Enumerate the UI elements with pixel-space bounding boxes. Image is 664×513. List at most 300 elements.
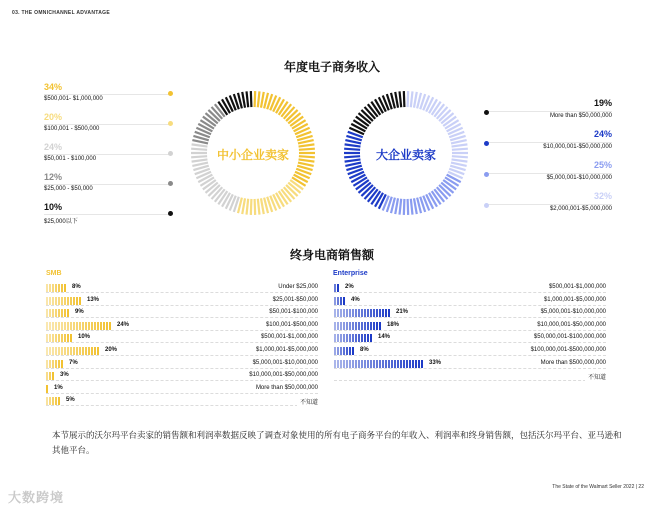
enterprise-bar-stripe <box>349 360 351 368</box>
smb-bar-stripe <box>52 322 54 330</box>
enterprise-donut-tick <box>411 199 413 215</box>
smb-bar-track <box>46 405 318 406</box>
enterprise-donut-tick <box>395 92 398 108</box>
watermark-logo <box>8 487 64 506</box>
enterprise-bar-stripe <box>352 360 354 368</box>
enterprise-bar-pct: 18% <box>387 321 400 328</box>
smb-donut-tick <box>192 163 208 166</box>
smb-bar-row <box>46 334 318 344</box>
enterprise-donut-tick <box>400 199 402 215</box>
smb-bar-stripe <box>79 297 81 305</box>
enterprise-donut-tick <box>414 198 417 214</box>
enterprise-bar-row <box>334 297 606 307</box>
smb-legend-range: $500,001- $1,000,000 <box>44 96 103 102</box>
enterprise-bar-track <box>334 368 606 369</box>
smb-bar-pct: 7% <box>69 359 78 366</box>
smb-bar-stripe <box>64 297 66 305</box>
smb-bar-stripe <box>55 284 57 292</box>
enterprise-legend-pct: 19% <box>593 98 612 108</box>
smb-bar-stripe <box>46 334 48 342</box>
smb-bar-stripe <box>49 397 51 405</box>
enterprise-bar-pct: 33% <box>429 359 442 366</box>
smb-bar-stripe <box>46 372 48 380</box>
enterprise-bar-row <box>334 347 606 357</box>
enterprise-bar-stripe <box>355 334 357 342</box>
smb-bar-stripe <box>55 297 57 305</box>
enterprise-donut-tick <box>411 91 413 107</box>
smb-bar-stripe <box>91 322 93 330</box>
smb-bar-stripe <box>58 322 60 330</box>
enterprise-bar-stripe <box>340 360 342 368</box>
smb-bar-track <box>46 380 318 381</box>
enterprise-bar-stripe <box>349 334 351 342</box>
enterprise-bar-stripe <box>340 309 342 317</box>
smb-bar-stripe <box>76 322 78 330</box>
smb-bar-stripe <box>64 334 66 342</box>
smb-bar-stripe <box>55 309 57 317</box>
enterprise-bar-stripe <box>415 360 417 368</box>
smb-bar-range: Under $25,000 <box>275 284 318 290</box>
enterprise-bar-stripe <box>364 322 366 330</box>
smb-legend-pct: 10% <box>44 202 63 212</box>
smb-bar-stripe <box>46 297 48 305</box>
smb-bar-stripe <box>58 284 60 292</box>
enterprise-bar-stripe <box>334 297 336 305</box>
enterprise-bar-track <box>334 380 606 381</box>
smb-bar-stripe <box>73 322 75 330</box>
smb-legend-pct: 34% <box>44 82 63 92</box>
smb-donut-tick <box>242 198 245 214</box>
smb-legend-line <box>44 154 170 155</box>
smb-bar-stripe <box>82 322 84 330</box>
enterprise-bar-stripe <box>367 334 369 342</box>
enterprise-legend-pct: 24% <box>593 129 612 139</box>
enterprise-bar-stripe <box>337 347 339 355</box>
smb-bar-pct: 5% <box>66 397 75 404</box>
smb-bar-stripe <box>49 322 51 330</box>
smb-bar-track <box>46 393 318 394</box>
enterprise-bar-stripe <box>367 360 369 368</box>
smb-bar-pct: 1% <box>54 384 63 391</box>
enterprise-legend-line <box>488 111 612 112</box>
section-label: 03. THE OMNICHANNEL ADVANTAGE <box>12 10 110 16</box>
enterprise-bar-track <box>334 355 606 356</box>
enterprise-bar-stripe <box>361 309 363 317</box>
enterprise-legend-line <box>488 204 612 205</box>
enterprise-donut-tick <box>404 91 405 107</box>
smb-legend-dot <box>168 211 173 216</box>
enterprise-bar-stripe <box>382 309 384 317</box>
smb-donut-tick <box>258 91 260 107</box>
smb-bar-stripe <box>64 284 66 292</box>
enterprise-bar-stripe <box>340 322 342 330</box>
enterprise-bar-stripe <box>376 322 378 330</box>
lifetime-title: 终身电商销售额 <box>289 248 374 262</box>
enterprise-donut-tick <box>451 140 467 143</box>
enterprise-bar-range: $50,000,001-$100,000,000 <box>531 334 606 340</box>
smb-bar-stripe <box>97 347 99 355</box>
enterprise-bar-stripe <box>364 334 366 342</box>
smb-legend-pct: 12% <box>44 172 63 182</box>
smb-bar-stripe <box>49 309 51 317</box>
smb-bar-track <box>46 292 318 293</box>
smb-bar-range: $10,000,001-$50,000,000 <box>246 372 318 378</box>
smb-bar-stripe <box>79 347 81 355</box>
enterprise-bar-stripe <box>373 322 375 330</box>
smb-bar-row <box>46 372 318 382</box>
enterprise-bar-stripe <box>391 360 393 368</box>
enterprise-bar-stripe <box>340 334 342 342</box>
smb-bar-pct: 8% <box>72 284 81 290</box>
smb-bar-stripe <box>70 347 72 355</box>
enterprise-legend-dot <box>484 110 489 115</box>
enterprise-bar-stripe <box>385 360 387 368</box>
enterprise-bar-stripe <box>334 334 336 342</box>
smb-bar-track <box>46 355 318 356</box>
smb-bar-stripe <box>61 284 63 292</box>
smb-bar-stripe <box>52 347 54 355</box>
enterprise-bar-stripe <box>343 309 345 317</box>
enterprise-donut-tick <box>345 163 361 166</box>
revenue-title: 年度电子商务收入 <box>283 60 380 74</box>
smb-bar-stripe <box>103 322 105 330</box>
enterprise-bar-range: More than $500,000,000 <box>538 360 606 366</box>
enterprise-bar-stripe <box>349 322 351 330</box>
smb-bar-stripe <box>46 385 48 393</box>
enterprise-bar-pct: 8% <box>360 347 369 353</box>
enterprise-bar-stripe <box>367 309 369 317</box>
smb-donut-tick <box>255 199 256 215</box>
enterprise-bar-stripe <box>346 309 348 317</box>
enterprise-bar-stripe <box>337 297 339 305</box>
enterprise-bar-stripe <box>355 309 357 317</box>
smb-bar-stripe <box>67 347 69 355</box>
smb-donut-tick <box>258 199 260 215</box>
smb-bar-stripe <box>61 309 63 317</box>
enterprise-legend-pct: 25% <box>593 160 612 170</box>
smb-bar-stripe <box>67 322 69 330</box>
enterprise-bar-stripe <box>358 334 360 342</box>
smb-donut-tick <box>247 91 249 107</box>
smb-donut-tick <box>251 91 252 107</box>
smb-label: SMB <box>46 270 62 277</box>
smb-bar-row <box>46 360 318 370</box>
smb-bar-stripe <box>52 397 54 405</box>
smb-legend-range: $100,001 - $500,000 <box>44 126 100 132</box>
enterprise-bar-stripe <box>406 360 408 368</box>
smb-bar-stripe <box>85 322 87 330</box>
smb-bar-stripe <box>67 334 69 342</box>
enterprise-bar-stripe <box>400 360 402 368</box>
smb-bar-track <box>46 342 318 343</box>
enterprise-bar-stripe <box>346 334 348 342</box>
smb-bar-row <box>46 322 318 332</box>
enterprise-bar-stripe <box>340 297 342 305</box>
enterprise-bar-stripe <box>370 334 372 342</box>
enterprise-bar-pct: 21% <box>396 309 409 316</box>
smb-bar-stripe <box>61 334 63 342</box>
enterprise-bar-stripe <box>358 309 360 317</box>
enterprise-bar-stripe <box>388 360 390 368</box>
enterprise-bar-stripe <box>352 347 354 355</box>
smb-bar-track <box>46 330 318 331</box>
smb-bar-stripe <box>46 347 48 355</box>
enterprise-bar-pct: 14% <box>378 334 391 341</box>
smb-bar-stripe <box>109 322 111 330</box>
smb-bar-stripe <box>58 309 60 317</box>
smb-bar-row <box>46 385 318 395</box>
smb-bar-track <box>46 368 318 369</box>
enterprise-bar-stripe <box>343 360 345 368</box>
smb-bar-row <box>46 397 318 407</box>
smb-bar-stripe <box>52 360 54 368</box>
page-footer: The State of the Walmart Seller 2022 | 22 <box>552 484 644 490</box>
enterprise-bar-stripe <box>397 360 399 368</box>
enterprise-label: Enterprise <box>333 270 368 277</box>
smb-bar-pct: 3% <box>60 372 69 379</box>
smb-legend-dot <box>168 181 173 186</box>
smb-bar-stripe <box>100 322 102 330</box>
smb-bar-stripe <box>76 347 78 355</box>
smb-donut-tick <box>192 140 208 143</box>
smb-legend-pct: 20% <box>44 112 63 122</box>
smb-bar-stripe <box>52 309 54 317</box>
body-paragraph: 本节展示的沃尔玛平台卖家的销售额和利润率数据反映了调查对象使用的所有电子商务平台的年收入、利润率和终身销售额，包括沃尔玛平台、亚马逊和其他平台。 <box>52 430 622 455</box>
smb-bar-stripe <box>52 284 54 292</box>
smb-legend-line <box>44 124 170 125</box>
enterprise-bar-stripe <box>337 334 339 342</box>
enterprise-donut-tick <box>451 163 467 166</box>
smb-bar-stripe <box>67 309 69 317</box>
enterprise-bar-stripe <box>343 297 345 305</box>
enterprise-bar-stripe <box>334 322 336 330</box>
enterprise-bar-range: 不知道 <box>585 372 606 381</box>
enterprise-bar-range: $1,000,001-$5,000,000 <box>541 297 606 303</box>
enterprise-bar-stripe <box>394 360 396 368</box>
enterprise-bar-row <box>334 372 606 382</box>
enterprise-bar-stripe <box>352 309 354 317</box>
enterprise-bar-stripe <box>409 360 411 368</box>
enterprise-bar-stripe <box>355 360 357 368</box>
enterprise-legend-range: More than $50,000,000 <box>549 113 612 119</box>
smb-donut-tick <box>247 199 249 215</box>
smb-bar-range: $5,000,001-$10,000,000 <box>250 360 318 366</box>
enterprise-bar-range: $10,000,001-$50,000,000 <box>534 322 606 328</box>
enterprise-bar-stripe <box>337 309 339 317</box>
smb-bar-stripe <box>55 347 57 355</box>
enterprise-bar-stripe <box>337 284 339 292</box>
enterprise-bar-row <box>334 360 606 370</box>
smb-bar-stripe <box>70 297 72 305</box>
smb-legend-pct: 24% <box>44 142 63 152</box>
enterprise-bar-stripe <box>340 347 342 355</box>
enterprise-bar-stripe <box>352 322 354 330</box>
smb-legend-range: $25,000以下 <box>44 219 78 225</box>
smb-legend-line <box>44 94 170 95</box>
smb-bar-stripe <box>49 347 51 355</box>
smb-bar-stripe <box>94 322 96 330</box>
enterprise-bar-stripe <box>343 347 345 355</box>
enterprise-bar-stripe <box>370 360 372 368</box>
smb-bar-stripe <box>55 397 57 405</box>
smb-bar-stripe <box>106 322 108 330</box>
smb-bar-pct: 13% <box>87 296 100 303</box>
enterprise-bar-stripe <box>385 309 387 317</box>
enterprise-donut-tick <box>414 92 417 108</box>
smb-bar-stripe <box>70 322 72 330</box>
smb-bar-stripe <box>49 284 51 292</box>
smb-bar-stripe <box>61 322 63 330</box>
smb-bar-stripe <box>82 347 84 355</box>
smb-bar-stripe <box>73 297 75 305</box>
smb-donut-tick <box>251 199 252 215</box>
enterprise-bar-stripe <box>382 360 384 368</box>
smb-bar-stripe <box>55 334 57 342</box>
enterprise-bar-stripe <box>352 334 354 342</box>
smb-bar-range: $500,001-$1,000,000 <box>258 334 318 340</box>
smb-donut-label: 中小企业卖家 <box>216 148 289 162</box>
enterprise-legend-line <box>488 142 612 143</box>
smb-bar-stripe <box>97 322 99 330</box>
enterprise-bar-stripe <box>358 322 360 330</box>
watermark-text: 大数跨境 <box>8 490 65 505</box>
enterprise-legend-range: $5,000,001-$10,000,000 <box>546 175 612 181</box>
enterprise-bar-stripe <box>364 360 366 368</box>
smb-bar-stripe <box>55 360 57 368</box>
enterprise-bar-stripe <box>361 360 363 368</box>
smb-bar-stripe <box>49 334 51 342</box>
enterprise-bar-stripe <box>361 334 363 342</box>
smb-legend-dot <box>168 121 173 126</box>
smb-legend-range: $50,001 - $100,000 <box>44 156 97 162</box>
enterprise-bar-range: $100,000,001-$500,000,000 <box>528 347 606 353</box>
enterprise-bar-track <box>334 305 606 306</box>
enterprise-bar-row <box>334 284 606 294</box>
smb-bar-stripe <box>88 347 90 355</box>
smb-bar-stripe <box>85 347 87 355</box>
smb-bar-stripe <box>55 322 57 330</box>
smb-bar-row <box>46 297 318 307</box>
enterprise-bar-stripe <box>334 284 336 292</box>
smb-bar-range: More than $50,000,000 <box>253 385 318 391</box>
smb-bar-pct: 9% <box>75 309 84 316</box>
enterprise-legend-dot <box>484 203 489 208</box>
smb-bar-stripe <box>88 322 90 330</box>
enterprise-bar-track <box>334 317 606 318</box>
smb-donut-tick <box>255 91 256 107</box>
enterprise-bar-stripe <box>367 322 369 330</box>
smb-bar-pct: 10% <box>78 334 91 341</box>
smb-donut-tick <box>298 140 314 143</box>
smb-legend-line <box>44 214 170 215</box>
enterprise-bar-stripe <box>364 309 366 317</box>
smb-bar-pct: 20% <box>105 347 118 353</box>
enterprise-bar-stripe <box>412 360 414 368</box>
enterprise-legend-dot <box>484 172 489 177</box>
enterprise-bar-stripe <box>376 360 378 368</box>
smb-bar-stripe <box>58 347 60 355</box>
enterprise-bar-stripe <box>421 360 423 368</box>
enterprise-bar-stripe <box>349 347 351 355</box>
enterprise-bar-stripe <box>373 360 375 368</box>
smb-bar-stripe <box>94 347 96 355</box>
enterprise-bar-stripe <box>376 309 378 317</box>
smb-bar-range: $1,000,001-$5,000,000 <box>253 347 318 353</box>
enterprise-bar-stripe <box>355 322 357 330</box>
enterprise-legend-dot <box>484 141 489 146</box>
smb-legend-line <box>44 184 170 185</box>
smb-bar-pct: 24% <box>117 321 130 328</box>
enterprise-bar-stripe <box>343 334 345 342</box>
enterprise-bar-range: $5,000,001-$10,000,000 <box>538 309 606 315</box>
enterprise-bar-pct: 4% <box>351 296 360 303</box>
smb-bar-stripe <box>52 372 54 380</box>
smb-bar-stripe <box>52 297 54 305</box>
enterprise-bar-track <box>334 292 606 293</box>
enterprise-bar-stripe <box>334 360 336 368</box>
enterprise-bar-stripe <box>403 360 405 368</box>
smb-legend-dot <box>168 91 173 96</box>
smb-bar-stripe <box>58 297 60 305</box>
enterprise-bar-stripe <box>373 309 375 317</box>
smb-bar-stripe <box>61 360 63 368</box>
smb-bar-range: 不知道 <box>297 397 318 406</box>
enterprise-donut-tick <box>408 199 409 215</box>
smb-bar-range: $50,001-$100,000 <box>266 309 318 315</box>
enterprise-bar-track <box>334 342 606 343</box>
smb-bar-stripe <box>64 322 66 330</box>
smb-bar-stripe <box>76 297 78 305</box>
smb-bar-row <box>46 284 318 294</box>
smb-bar-stripe <box>64 309 66 317</box>
enterprise-bar-stripe <box>337 360 339 368</box>
smb-bar-row <box>46 347 318 357</box>
smb-bar-track <box>46 305 318 306</box>
enterprise-bar-stripe <box>379 360 381 368</box>
enterprise-bar-row <box>334 334 606 344</box>
enterprise-bar-stripe <box>346 322 348 330</box>
enterprise-bar-stripe <box>343 322 345 330</box>
smb-bar-stripe <box>46 284 48 292</box>
smb-bar-stripe <box>58 334 60 342</box>
enterprise-donut-tick <box>408 91 409 107</box>
enterprise-bar-stripe <box>349 309 351 317</box>
smb-bar-stripe <box>46 397 48 405</box>
enterprise-legend-pct: 32% <box>593 191 612 201</box>
smb-legend-range: $25,000 - $50,000 <box>44 186 93 192</box>
smb-bar-track <box>46 317 318 318</box>
enterprise-legend-range: $10,000,001-$50,000,000 <box>543 144 612 150</box>
enterprise-bar-range: $500,001-$1,000,000 <box>546 284 606 290</box>
enterprise-bar-stripe <box>337 322 339 330</box>
smb-bar-row <box>46 309 318 319</box>
smb-bar-stripe <box>49 297 51 305</box>
smb-bar-stripe <box>73 347 75 355</box>
smb-bar-stripe <box>79 322 81 330</box>
enterprise-bar-stripe <box>370 322 372 330</box>
smb-bar-stripe <box>46 322 48 330</box>
smb-bar-stripe <box>91 347 93 355</box>
enterprise-bar-stripe <box>358 360 360 368</box>
enterprise-bar-stripe <box>379 322 381 330</box>
enterprise-donut-tick <box>400 91 402 107</box>
enterprise-bar-stripe <box>334 309 336 317</box>
enterprise-donut-tick <box>345 140 361 143</box>
enterprise-bar-stripe <box>379 309 381 317</box>
enterprise-bar-stripe <box>334 347 336 355</box>
smb-donut-tick <box>261 198 264 214</box>
smb-bar-stripe <box>46 309 48 317</box>
